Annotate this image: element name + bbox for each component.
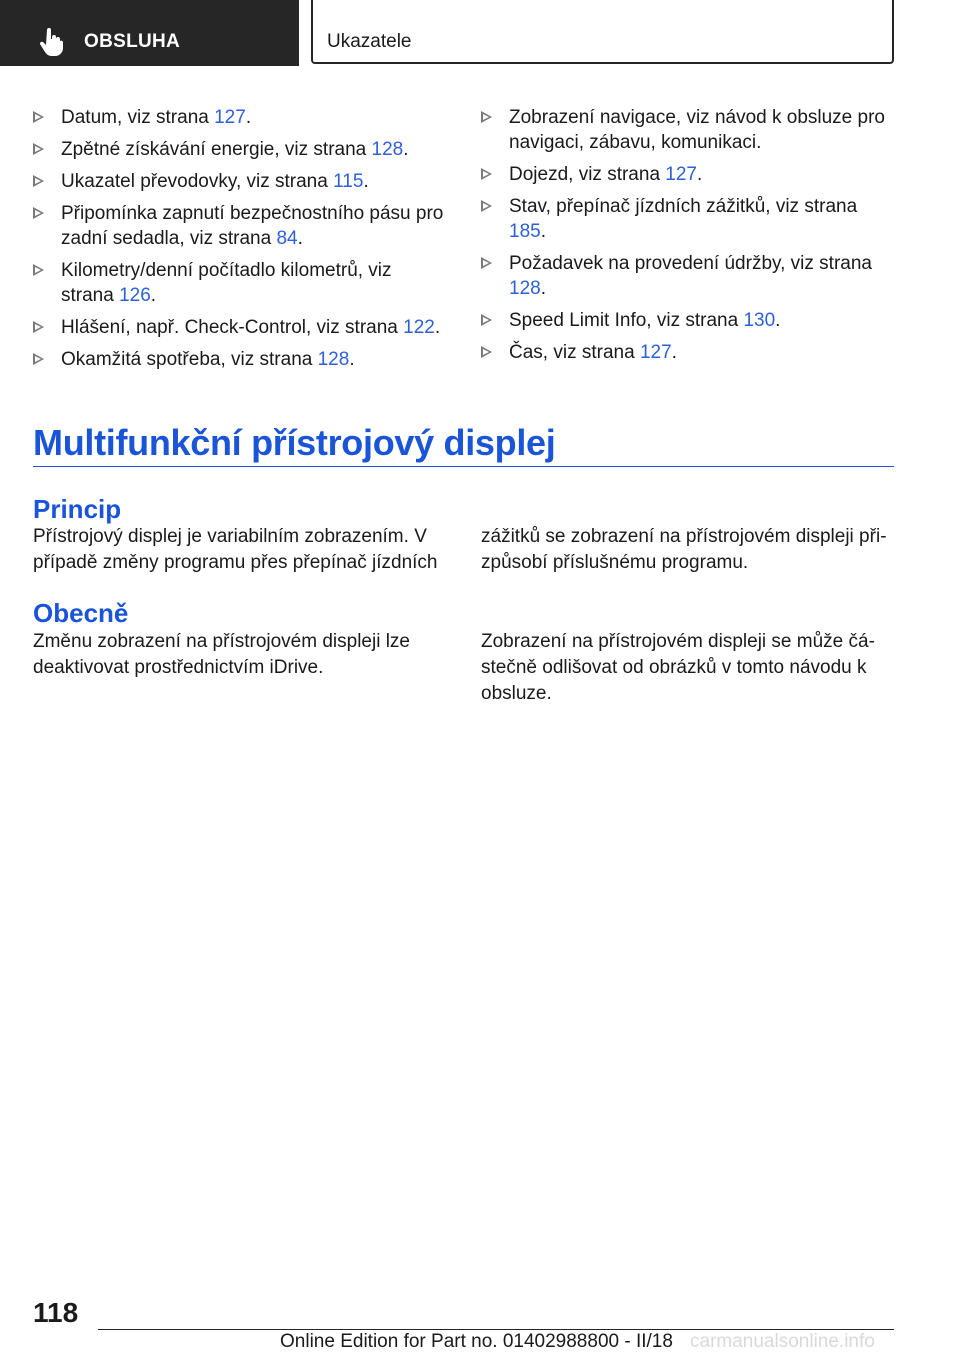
page-number: 118 xyxy=(33,1297,79,1328)
list-item-suffix: . xyxy=(775,310,781,331)
list-item-text: Datum, viz strana xyxy=(61,107,215,128)
watermark: carmanualsonline.info xyxy=(690,1331,875,1352)
hand-pointer-icon xyxy=(38,28,64,56)
list-item-suffix: . xyxy=(363,171,369,192)
list-item-suffix: . xyxy=(403,139,409,160)
section-tab xyxy=(0,0,299,66)
page-reference-link[interactable]: 130 xyxy=(743,310,776,331)
list-item-text: Stav, přepínač jízdních zážitků, viz strana xyxy=(509,196,858,217)
list-item-text: Dojezd, viz strana xyxy=(509,164,666,185)
list-item xyxy=(481,251,893,301)
page-reference-link[interactable]: 128 xyxy=(317,349,350,370)
list-item xyxy=(33,169,445,194)
chapter-label: Ukazatele xyxy=(327,31,412,52)
page-reference-link[interactable]: 84 xyxy=(276,228,298,249)
edition-text: Online Edition for Part no. 01402988800 - II/18 xyxy=(280,1331,673,1352)
list-item-text: Ukazatel převodovky, viz strana xyxy=(61,171,334,192)
page-header xyxy=(0,0,960,66)
list-item xyxy=(481,340,893,365)
left-bullet-list xyxy=(33,105,445,379)
triangle-bullet-icon xyxy=(33,353,44,365)
obecne-heading: Obecně xyxy=(33,598,129,628)
list-item xyxy=(33,315,445,340)
list-item-text: Zobrazení navigace, viz návod k obsluze pro navigaci, zábavu, komunikaci. xyxy=(509,107,885,153)
list-item-suffix: . xyxy=(697,164,703,185)
triangle-bullet-icon xyxy=(481,200,492,212)
triangle-bullet-icon xyxy=(33,207,44,219)
list-item-suffix: . xyxy=(349,349,355,370)
list-item-suffix: . xyxy=(245,107,252,128)
list-item-text: Okamžitá spotřeba, viz strana xyxy=(61,349,318,370)
list-item-suffix: . xyxy=(540,221,546,242)
right-bullet-list xyxy=(481,105,893,372)
list-item-suffix: . xyxy=(540,278,546,299)
list-item-text: Kilometry/denní počítadlo kilometrů, viz strana xyxy=(61,260,392,306)
list-item xyxy=(33,137,445,162)
list-item-text: Připomínka zapnutí bezpečnostního pásu pro zadní sedadla, viz strana xyxy=(61,203,444,249)
page-reference-link[interactable]: 127 xyxy=(214,107,246,128)
princip-text-left: Přístrojový displej je variabilním zobrazením. V případě změny programu přes přepínač jízdních xyxy=(33,526,438,573)
list-item xyxy=(33,201,445,251)
chapter-tab xyxy=(311,0,894,64)
page-reference-link[interactable]: 128 xyxy=(371,139,404,160)
list-item-text: Hlášení, např. Check-Control, viz strana xyxy=(61,317,404,338)
list-item-suffix: . xyxy=(671,342,677,363)
list-item xyxy=(33,105,445,130)
triangle-bullet-icon xyxy=(481,168,492,180)
page-reference-link[interactable]: 127 xyxy=(639,342,672,363)
triangle-bullet-icon xyxy=(33,143,44,155)
list-item-text: Požadavek na provedení údržby, viz strana xyxy=(509,253,872,274)
page-reference-link[interactable]: 122 xyxy=(403,317,435,338)
list-item-text: Speed Limit Info, viz strana xyxy=(509,310,744,331)
list-item-suffix: . xyxy=(150,285,157,306)
list-item xyxy=(481,308,893,333)
triangle-bullet-icon xyxy=(33,321,44,333)
heading-rule xyxy=(33,466,894,467)
page-reference-link[interactable]: 127 xyxy=(665,164,697,185)
triangle-bullet-icon xyxy=(33,175,44,187)
triangle-bullet-icon xyxy=(481,314,492,326)
section-label: OBSLUHA xyxy=(84,31,181,52)
page-reference-link[interactable]: 185 xyxy=(509,221,541,242)
list-item-text: Zpětné získávání energie, viz strana xyxy=(61,139,372,160)
list-item xyxy=(481,162,893,187)
triangle-bullet-icon xyxy=(481,257,492,269)
main-heading: Multifunkční přístrojový displej xyxy=(33,422,556,463)
footer-rule xyxy=(98,1329,894,1330)
obecne-text-right: Zobrazení na přístrojovém displeji se může částečně odlišovat od obrázků v tomto návodu k obsluze. xyxy=(481,631,875,704)
obecne-text-left: Změnu zobrazení na přístrojovém displeji lze deaktivovat prostřednictvím iDrive. xyxy=(33,631,411,678)
list-item xyxy=(33,347,445,372)
list-item-suffix: . xyxy=(434,317,441,338)
triangle-bullet-icon xyxy=(481,111,492,123)
princip-text-right: zážitků se zobrazení na přístrojovém displeji přizpůsobí příslušnému programu. xyxy=(481,526,887,573)
princip-heading: Princip xyxy=(33,494,122,524)
triangle-bullet-icon xyxy=(481,346,492,358)
page-reference-link[interactable]: 126 xyxy=(119,285,151,306)
list-item xyxy=(33,258,445,308)
list-item xyxy=(481,105,893,155)
triangle-bullet-icon xyxy=(33,111,44,123)
list-item-suffix: . xyxy=(297,228,303,249)
list-item-text: Čas, viz strana xyxy=(509,342,640,363)
page-reference-link[interactable]: 115 xyxy=(333,171,364,192)
page-reference-link[interactable]: 128 xyxy=(509,278,541,299)
triangle-bullet-icon xyxy=(33,264,44,276)
list-item xyxy=(481,194,893,244)
